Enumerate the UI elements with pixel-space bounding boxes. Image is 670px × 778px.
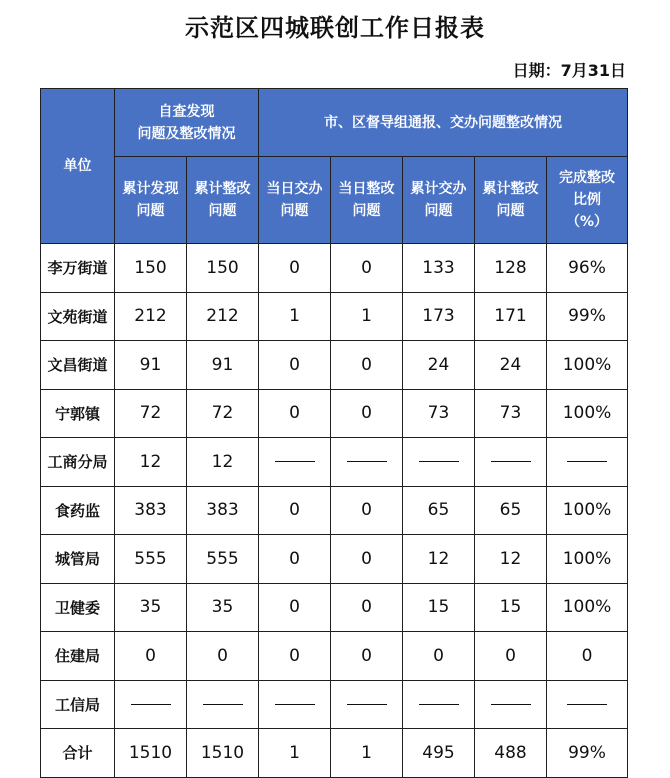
table-cell: 100%	[547, 389, 628, 438]
table-cell: 24	[403, 341, 475, 390]
header-group-supervision: 市、区督导组通报、交办问题整改情况	[259, 89, 628, 157]
row-unit: 城管局	[41, 535, 115, 584]
table-cell: 150	[187, 244, 259, 293]
header-col-label: 累计整改 问题	[482, 181, 539, 219]
table-row	[41, 486, 628, 535]
table-cell: 0	[259, 535, 331, 584]
table-cell	[403, 680, 475, 729]
empty-dash	[567, 461, 607, 462]
table-cell	[259, 680, 331, 729]
table-cell: 100%	[547, 486, 628, 535]
table-cell: 15	[475, 583, 547, 632]
row-unit: 食药监	[41, 486, 115, 535]
header-col	[115, 157, 187, 244]
table-cell: 100%	[547, 341, 628, 390]
table-cell: 72	[115, 389, 187, 438]
row-unit: 住建局	[41, 632, 115, 681]
empty-dash	[567, 704, 607, 705]
table-cell: 0	[331, 632, 403, 681]
table-cell: 100%	[547, 583, 628, 632]
empty-dash	[419, 704, 459, 705]
empty-dash	[275, 704, 315, 705]
table-cell: 133	[403, 244, 475, 293]
table-cell: 555	[115, 535, 187, 584]
table-cell: 65	[403, 486, 475, 535]
table-cell: 91	[187, 341, 259, 390]
table-cell: 0	[547, 632, 628, 681]
table-cell: 99%	[547, 292, 628, 341]
table-cell: 1510	[115, 729, 187, 778]
table-cell: 0	[187, 632, 259, 681]
header-col-label: 累计发现 问题	[122, 181, 179, 219]
table-cell	[475, 680, 547, 729]
row-unit: 文昌街道	[41, 341, 115, 390]
header-col-label: 累计整改 问题	[194, 181, 251, 219]
empty-dash	[275, 461, 315, 462]
table-cell: 488	[475, 729, 547, 778]
table-cell: 212	[115, 292, 187, 341]
table-body	[41, 244, 628, 778]
table-cell: 72	[187, 389, 259, 438]
table-row	[41, 632, 628, 681]
table-cell: 555	[187, 535, 259, 584]
row-unit: 宁郭镇	[41, 389, 115, 438]
table-cell: 100%	[547, 535, 628, 584]
table-cell: 73	[403, 389, 475, 438]
header-col-label: 累计交办 问题	[410, 181, 467, 219]
table-cell: 12	[475, 535, 547, 584]
table-row	[41, 438, 628, 487]
table-cell: 35	[115, 583, 187, 632]
empty-dash	[491, 461, 531, 462]
table-cell: 12	[187, 438, 259, 487]
table-cell	[475, 438, 547, 487]
table-cell: 1	[259, 729, 331, 778]
table-cell: 0	[331, 389, 403, 438]
table-cell: 150	[115, 244, 187, 293]
header-col	[547, 157, 628, 244]
table-cell: 0	[259, 632, 331, 681]
table-cell: 0	[331, 535, 403, 584]
table-cell: 0	[331, 583, 403, 632]
header-group-self	[115, 89, 259, 157]
header-col	[331, 157, 403, 244]
table-cell: 96%	[547, 244, 628, 293]
empty-dash	[419, 461, 459, 462]
empty-dash	[347, 704, 387, 705]
table-cell: 0	[115, 632, 187, 681]
table-cell: 0	[403, 632, 475, 681]
header-unit: 单位	[41, 89, 115, 244]
header-col	[403, 157, 475, 244]
table-cell	[331, 680, 403, 729]
table-cell: 1	[331, 292, 403, 341]
table-cell: 383	[187, 486, 259, 535]
row-unit: 文苑街道	[41, 292, 115, 341]
table-cell: 0	[475, 632, 547, 681]
table-cell: 0	[259, 389, 331, 438]
table-cell: 24	[475, 341, 547, 390]
table-cell	[547, 680, 628, 729]
table-cell	[547, 438, 628, 487]
header-col-label: 当日交办 问题	[266, 181, 323, 219]
header-col	[187, 157, 259, 244]
table-cell	[115, 680, 187, 729]
table-cell	[331, 438, 403, 487]
row-unit: 工信局	[41, 680, 115, 729]
table-row	[41, 729, 628, 778]
table-cell: 65	[475, 486, 547, 535]
empty-dash	[491, 704, 531, 705]
table-cell: 91	[115, 341, 187, 390]
table-cell: 212	[187, 292, 259, 341]
row-unit: 卫健委	[41, 583, 115, 632]
row-unit: 工商分局	[41, 438, 115, 487]
row-unit: 李万街道	[41, 244, 115, 293]
table-cell: 1510	[187, 729, 259, 778]
table-cell: 12	[115, 438, 187, 487]
table-cell: 171	[475, 292, 547, 341]
table-cell	[259, 438, 331, 487]
table-row	[41, 680, 628, 729]
empty-dash	[131, 704, 171, 705]
table-cell: 0	[331, 341, 403, 390]
table-row	[41, 535, 628, 584]
header-col-label: 完成整改 比例 （%）	[559, 170, 615, 230]
table-row	[41, 292, 628, 341]
table-cell: 0	[259, 583, 331, 632]
table-cell: 0	[259, 486, 331, 535]
table-cell: 73	[475, 389, 547, 438]
table-row	[41, 244, 628, 293]
table-cell: 99%	[547, 729, 628, 778]
table-cell	[187, 680, 259, 729]
table-row	[41, 389, 628, 438]
table-row	[41, 341, 628, 390]
row-unit: 合计	[41, 729, 115, 778]
table-cell	[403, 438, 475, 487]
table-cell: 12	[403, 535, 475, 584]
header-col	[259, 157, 331, 244]
table-cell: 0	[331, 244, 403, 293]
header-group-self-label: 自查发现 问题及整改情况	[137, 103, 236, 142]
page-title: 示范区四城联创工作日报表	[185, 14, 485, 42]
table-row	[41, 583, 628, 632]
table-cell: 15	[403, 583, 475, 632]
table-cell: 173	[403, 292, 475, 341]
table-cell: 0	[331, 486, 403, 535]
table-cell: 0	[259, 244, 331, 293]
table-cell: 1	[259, 292, 331, 341]
table-cell: 383	[115, 486, 187, 535]
table-cell: 35	[187, 583, 259, 632]
report-table	[40, 88, 628, 778]
report-date: 日期：7月31日	[512, 61, 626, 80]
empty-dash	[347, 461, 387, 462]
empty-dash	[203, 704, 243, 705]
table-cell: 1	[331, 729, 403, 778]
header-col-label: 当日整改 问题	[338, 181, 395, 219]
table-cell: 495	[403, 729, 475, 778]
table-cell: 128	[475, 244, 547, 293]
table-cell: 0	[259, 341, 331, 390]
header-col	[475, 157, 547, 244]
